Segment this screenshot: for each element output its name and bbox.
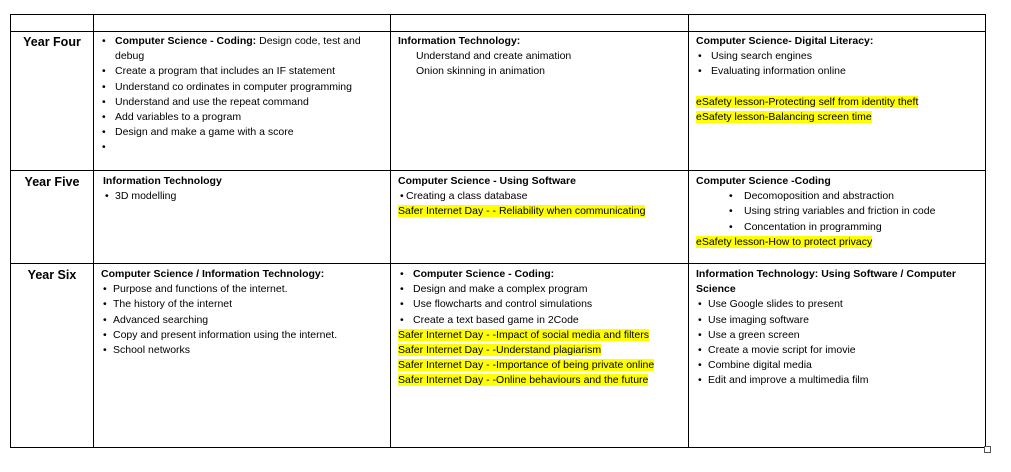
safer-internet-highlight: Safer Internet Day - - Reliability when communicating [398,205,646,218]
row-divider [10,31,986,32]
row-year-five-col2 [398,174,645,220]
cell-heading: Computer Science- Digital Literacy: [696,35,874,47]
esafety-highlight: eSafety lesson-Balancing screen time [696,110,872,123]
list-item: • Use Google slides to present [696,297,956,312]
list-item: • School networks [101,343,337,358]
list-item: • Decomoposition and abstraction [696,189,935,204]
list-item: • Design and make a game with a score [100,125,361,140]
list-item: • Using search engines [696,49,918,64]
row-year-six-col3 [696,267,956,389]
list-item: • Create a text based game in 2Code [398,313,654,328]
list-item: • Concentation in programming [696,220,935,235]
cell-heading-continuation: Science [696,283,736,296]
list-item: • Evaluating information online [696,64,918,79]
list-item: • Create a movie script for imovie [696,343,956,358]
list-item-empty [100,140,361,155]
list-item: • Creating a class database [398,189,645,204]
row-year-four-col2 [398,34,571,80]
row-year-five-col1 [103,174,222,204]
year-label: Year Four [23,35,81,49]
row-year-six-col2 [398,267,654,389]
list-item: • Understand and use the repeat command [100,95,361,110]
column-divider [390,14,391,448]
table-border-left [10,14,11,448]
table-border-top [10,14,986,15]
year-label: Year Five [24,175,80,189]
row-divider [10,263,986,264]
list-item: • Use flowcharts and control simulations [398,297,654,312]
esafety-highlight: eSafety lesson-Protecting self from identity theft [696,95,919,108]
table-border-bottom [10,447,986,448]
table-resize-handle[interactable] [984,446,991,453]
list-item: • Purpose and functions of the internet. [101,282,337,297]
list-item: • Copy and present information using the internet. [101,328,337,343]
list-item: • Computer Science - Coding: Design code, test and [100,34,361,49]
row-year-six-col1 [101,267,337,358]
list-item: • Edit and improve a multimedia film [696,373,956,388]
safer-internet-highlight: Safer Internet Day - -Impact of social media and filters [398,328,649,341]
safer-internet-highlight: Safer Internet Day - -Online behaviours and the future [398,374,649,387]
list-item: • The history of the internet [101,297,337,312]
row-year-four-col1 [100,34,361,155]
list-item: Onion skinning in animation [416,65,545,78]
esafety-highlight: eSafety lesson-How to protect privacy [696,235,873,248]
column-divider [688,14,689,448]
curriculum-table [10,14,986,448]
list-item: • Computer Science - Coding: [398,267,654,282]
list-item: • Create a program that includes an IF statement [100,64,361,79]
cell-heading: Computer Science - Using Software [398,175,576,187]
cell-heading: Information Technology: Using Software / Computer [696,268,956,280]
list-item: • Use a green screen [696,328,956,343]
year-label: Year Six [27,268,77,282]
cell-heading: Information Technology [103,175,222,187]
list-item-continuation: debug [115,50,145,63]
safer-internet-highlight: Safer Internet Day - -Understand plagiarism [398,344,602,357]
list-item: • 3D modelling [103,189,222,204]
list-item: • Use imaging software [696,313,956,328]
list-item: • Design and make a complex program [398,282,654,297]
cell-heading: Computer Science / Information Technology: [101,268,325,280]
row-divider [10,170,986,171]
row-year-five-col3 [696,174,935,250]
cell-heading: Information Technology: [398,35,521,47]
list-item: • Using string variables and friction in code [696,204,935,219]
cell-heading: Computer Science -Coding [696,175,831,187]
list-item: • Advanced searching [101,313,337,328]
list-item: • Understand co ordinates in computer programming [100,80,361,95]
list-item: • Add variables to a program [100,110,361,125]
safer-internet-highlight: Safer Internet Day - -Importance of being private online [398,359,655,372]
column-divider [93,14,94,448]
list-item: • Combine digital media [696,358,956,373]
list-item: Understand and create animation [416,50,572,63]
row-year-four-col3 [696,34,918,125]
table-border-right [985,14,986,448]
